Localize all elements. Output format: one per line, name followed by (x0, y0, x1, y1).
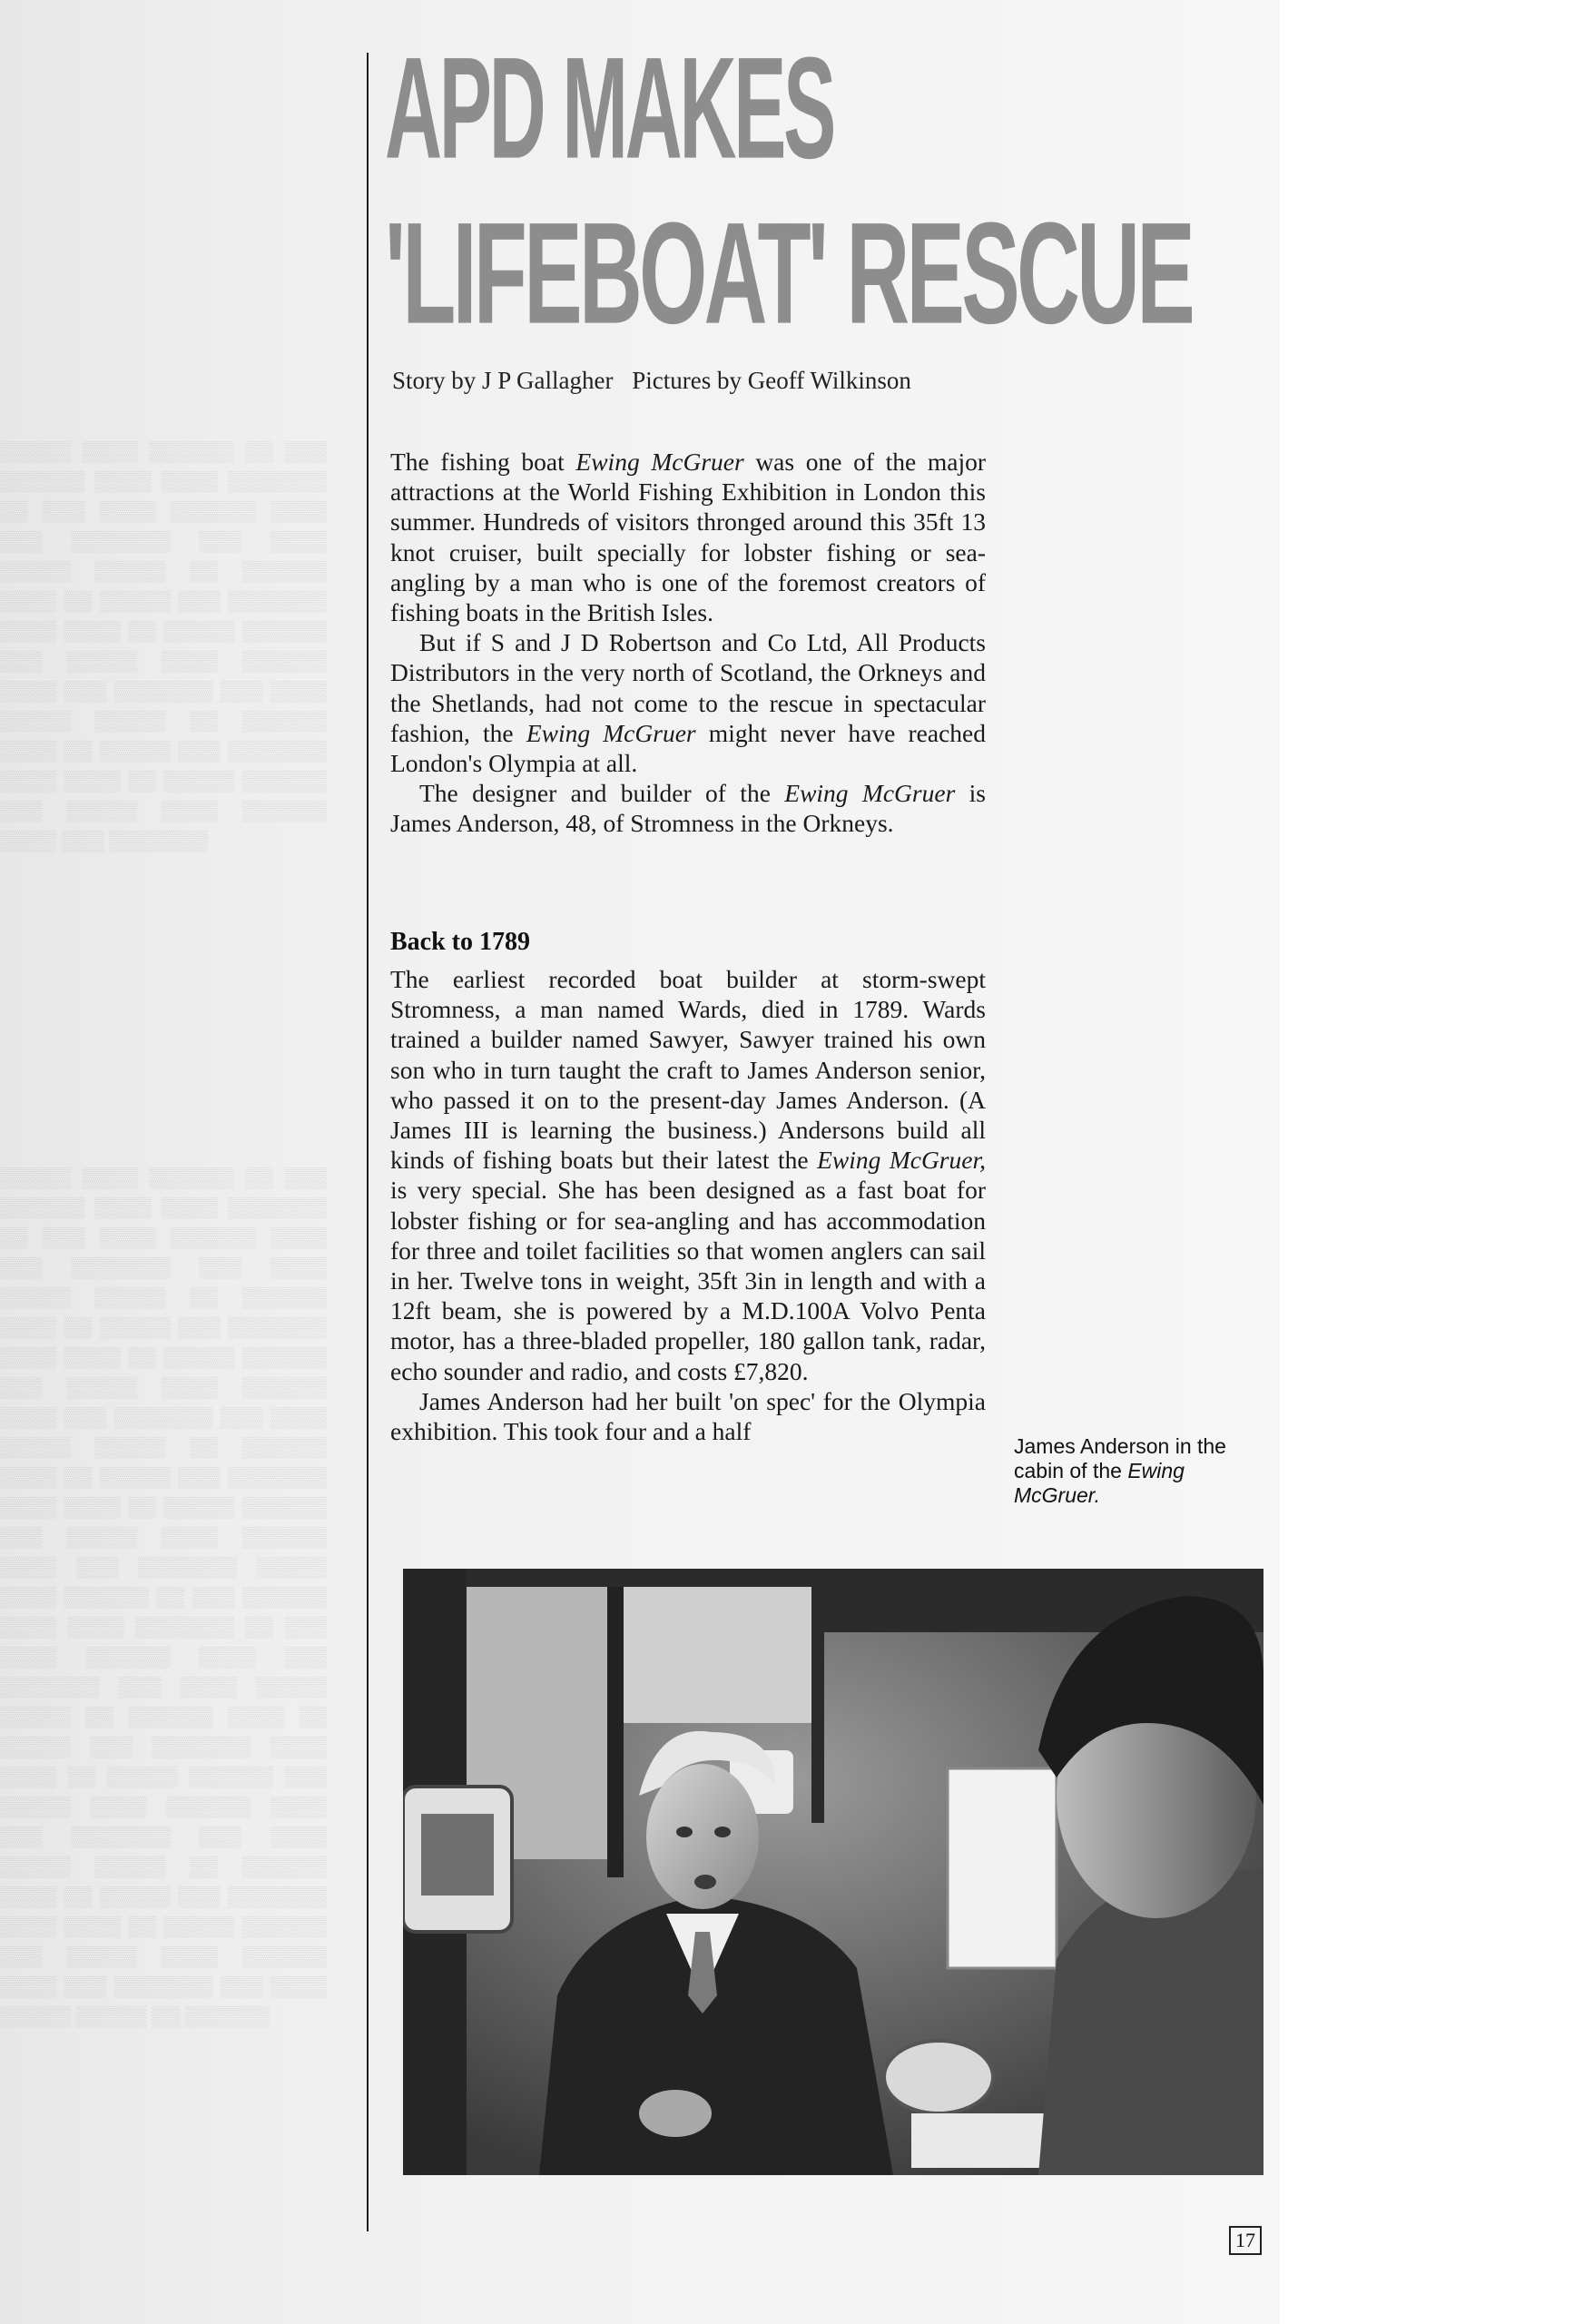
chart-papers (911, 2113, 1057, 2168)
man-eye-left (676, 1827, 693, 1837)
text-run: The designer and builder of the (419, 779, 785, 808)
headline-line-2: 'LIFEBOAT' RESCUE (385, 192, 1193, 355)
show-through-texture: ▒▒▒▒▒ ▒▒▒▒ ▒▒▒▒▒▒ ▒▒ ▒▒▒ ▒▒▒▒▒▒ ▒▒▒▒ ▒▒▒▒ ▒▒▒▒▒▒▒ ▒▒ ▒▒▒ ▒▒▒▒ ▒▒▒▒▒▒ ▒▒▒▒ ▒▒▒ ▒▒▒▒▒▒▒ ▒▒▒ ▒▒▒▒ ▒▒▒▒▒ ▒▒▒▒▒ ▒▒ ▒▒▒▒▒▒ ▒▒▒▒ ▒▒ ▒▒▒▒▒ ▒▒▒ ▒▒▒▒▒▒▒ ▒▒▒▒ ▒▒▒▒ ▒▒ ▒▒▒▒▒ ▒▒▒▒▒▒ ▒▒▒ ▒▒▒▒▒ ▒▒▒▒ ▒▒▒▒▒▒ ▒▒▒▒ ▒▒▒ ▒▒▒▒▒▒▒ ▒▒▒ ▒▒▒▒ ▒▒▒▒▒ ▒▒▒▒▒ ▒▒ ▒▒▒▒▒▒ ▒▒▒▒ ▒▒ ▒▒▒▒▒ ▒▒▒ ▒▒▒▒▒▒▒ ▒▒▒▒ ▒▒▒▒ ▒▒ ▒▒▒▒▒ ▒▒▒▒▒▒ ▒▒▒ ▒▒▒▒▒ ▒▒▒▒ ▒▒▒▒▒▒ ▒▒▒▒ ▒▒▒ ▒▒▒▒▒▒▒ ▒▒▒▒▒ ▒▒▒▒ ▒▒▒▒▒▒ ▒▒ ▒▒▒ ▒▒▒▒▒▒ ▒▒▒▒ ▒▒▒▒ ▒▒▒▒▒▒▒ ▒▒ ▒▒▒ ▒▒▒▒ ▒▒▒▒▒▒ ▒▒▒▒ ▒▒▒ ▒▒▒▒▒▒▒ ▒▒▒ ▒▒▒▒ ▒▒▒▒▒ ▒▒▒▒▒ ▒▒ ▒▒▒▒▒▒ ▒▒▒▒ ▒▒ ▒▒▒▒▒ ▒▒▒ ▒▒▒▒▒▒▒ ▒▒▒▒ ▒▒▒▒ ▒▒ ▒▒▒▒▒ ▒▒▒▒▒▒ ▒▒▒ ▒▒▒▒▒ ▒▒▒▒ ▒▒▒▒▒▒ ▒▒▒▒ ▒▒▒ ▒▒▒▒▒▒▒ ▒▒▒ ▒▒▒▒ ▒▒▒▒▒ ▒▒▒▒▒ ▒▒ ▒▒▒▒▒▒ ▒▒▒▒ ▒▒ ▒▒▒▒▒ ▒▒▒ ▒▒▒▒▒▒▒ ▒▒▒▒ ▒▒▒▒ ▒▒ ▒▒▒▒▒ ▒▒▒▒▒▒ ▒▒▒ ▒▒▒▒▒ ▒▒▒▒ ▒▒▒▒▒▒ ▒▒▒▒ ▒▒▒ ▒▒▒▒▒▒▒ ▒▒▒ ▒▒▒▒ ▒▒▒▒▒ ▒▒▒▒▒ ▒▒ ▒▒▒▒▒▒ (0, 1166, 327, 2027)
window-post (811, 1587, 824, 1823)
boat-name: Ewing McGruer (784, 779, 956, 808)
cabin-window-center (621, 1587, 811, 1723)
paragraph-5: James Anderson had her built 'on spec' for the Olympia exhibition. This took four and a half (390, 1386, 986, 1446)
vertical-rule (367, 53, 369, 2231)
boat-name: Ewing McGruer, (817, 1146, 986, 1175)
story-credit: Story by J P Gallagher (392, 367, 614, 394)
man-eye-right (714, 1827, 731, 1837)
boat-name: Ewing McGruer (575, 448, 744, 476)
paragraph-3 (390, 778, 986, 838)
caption-boat-name: Ewing McGruer. (1014, 1459, 1185, 1507)
window-post (607, 1587, 624, 1877)
paragraph-4 (390, 964, 986, 1386)
compass (884, 2041, 993, 2113)
page-number: 17 (1229, 2226, 1262, 2255)
man-mouth (694, 1875, 716, 1889)
show-through-texture: ▒▒▒▒▒ ▒▒▒▒ ▒▒▒▒▒▒ ▒▒ ▒▒▒ ▒▒▒▒▒▒ ▒▒▒▒ ▒▒▒▒ ▒▒▒▒▒▒▒ ▒▒ ▒▒▒ ▒▒▒▒ ▒▒▒▒▒▒ ▒▒▒▒ ▒▒▒ ▒▒▒▒▒▒▒ ▒▒▒ ▒▒▒▒ ▒▒▒▒▒ ▒▒▒▒▒ ▒▒ ▒▒▒▒▒▒ ▒▒▒▒ ▒▒ ▒▒▒▒▒ ▒▒▒ ▒▒▒▒▒▒▒ ▒▒▒▒ ▒▒▒▒ ▒▒ ▒▒▒▒▒ ▒▒▒▒▒▒ ▒▒▒ ▒▒▒▒▒ ▒▒▒▒ ▒▒▒▒▒▒ ▒▒▒▒ ▒▒▒ ▒▒▒▒▒▒▒ ▒▒▒ ▒▒▒▒ ▒▒▒▒▒ ▒▒▒▒▒ ▒▒ ▒▒▒▒▒▒ ▒▒▒▒ ▒▒ ▒▒▒▒▒ ▒▒▒ ▒▒▒▒▒▒▒ ▒▒▒▒ ▒▒▒▒ ▒▒ ▒▒▒▒▒ ▒▒▒▒▒▒ ▒▒▒ ▒▒▒▒▒ ▒▒▒▒ ▒▒▒▒▒▒ ▒▒▒▒ ▒▒▒ ▒▒▒▒▒▒▒ (0, 439, 327, 852)
man-hands (639, 2090, 712, 2137)
article-body-intro (390, 447, 986, 839)
photo-cabin-interview (403, 1569, 1263, 2175)
text-run: is very special. She has been designed as a fast boat for lobster fishing or for sea-angling and has accommodation for three and toilet facilities so that women anglers can sail in her. Twelve tons in weight, 35ft 3in in length and with a 12ft beam, she is powered by a M.D.100A Volvo Penta motor, has a three-bladed propeller, 180 gallon tank, radar, echo sounder and radio, and costs £7,820. (390, 1176, 986, 1385)
headline-line-1: APD MAKES (385, 27, 833, 190)
byline (392, 367, 991, 395)
text-run: is James Anderson, 48, of Stromness in the Orkneys. (390, 779, 986, 838)
text-run: might never have reached London's Olympia at all. (390, 718, 986, 778)
text-run: The fishing boat (390, 448, 576, 476)
radar-screen (421, 1814, 494, 1896)
text-run: The earliest recorded boat builder at storm-swept Stromness, a man named Wards, died in 1789. Wards trained a builder named Sawyer, Sawyer trained his own son who in turn taught the craft to James Anderson senior, who passed it on to the present-day James Anderson. (A James III is learning the business.) Andersons build all kinds of fishing boats but their latest the (390, 965, 986, 1175)
caption-text: James Anderson in the cabin of the (1014, 1434, 1226, 1482)
subheading: Back to 1789 (390, 928, 530, 956)
boat-name: Ewing McGruer (526, 718, 696, 747)
echo-sounder-unit (948, 1768, 1057, 1968)
text-run: was one of the major attractions at the World Fishing Exhibition in London this summer. Hundreds of visitors thronged around this 35ft 13 knot cruiser, built specially for lobster fishing or sea-angling by a man who is one of the foremost creators of fishing boats in the British Isles. (390, 448, 987, 627)
paragraph-2 (390, 627, 986, 778)
photo-caption (1014, 1434, 1250, 1508)
article-body-main (390, 964, 986, 1446)
text-run: But if S and J D Robertson and Co Ltd, All Products Distributors in the very north of Scotland, the Orkneys and the Shetlands, had not come to the rescue in spectacular fashion, the (390, 628, 986, 747)
paragraph-1 (390, 447, 986, 627)
pictures-credit: Pictures by Geoff Wilkinson (632, 367, 911, 394)
photo-illustration (403, 1569, 1263, 2175)
